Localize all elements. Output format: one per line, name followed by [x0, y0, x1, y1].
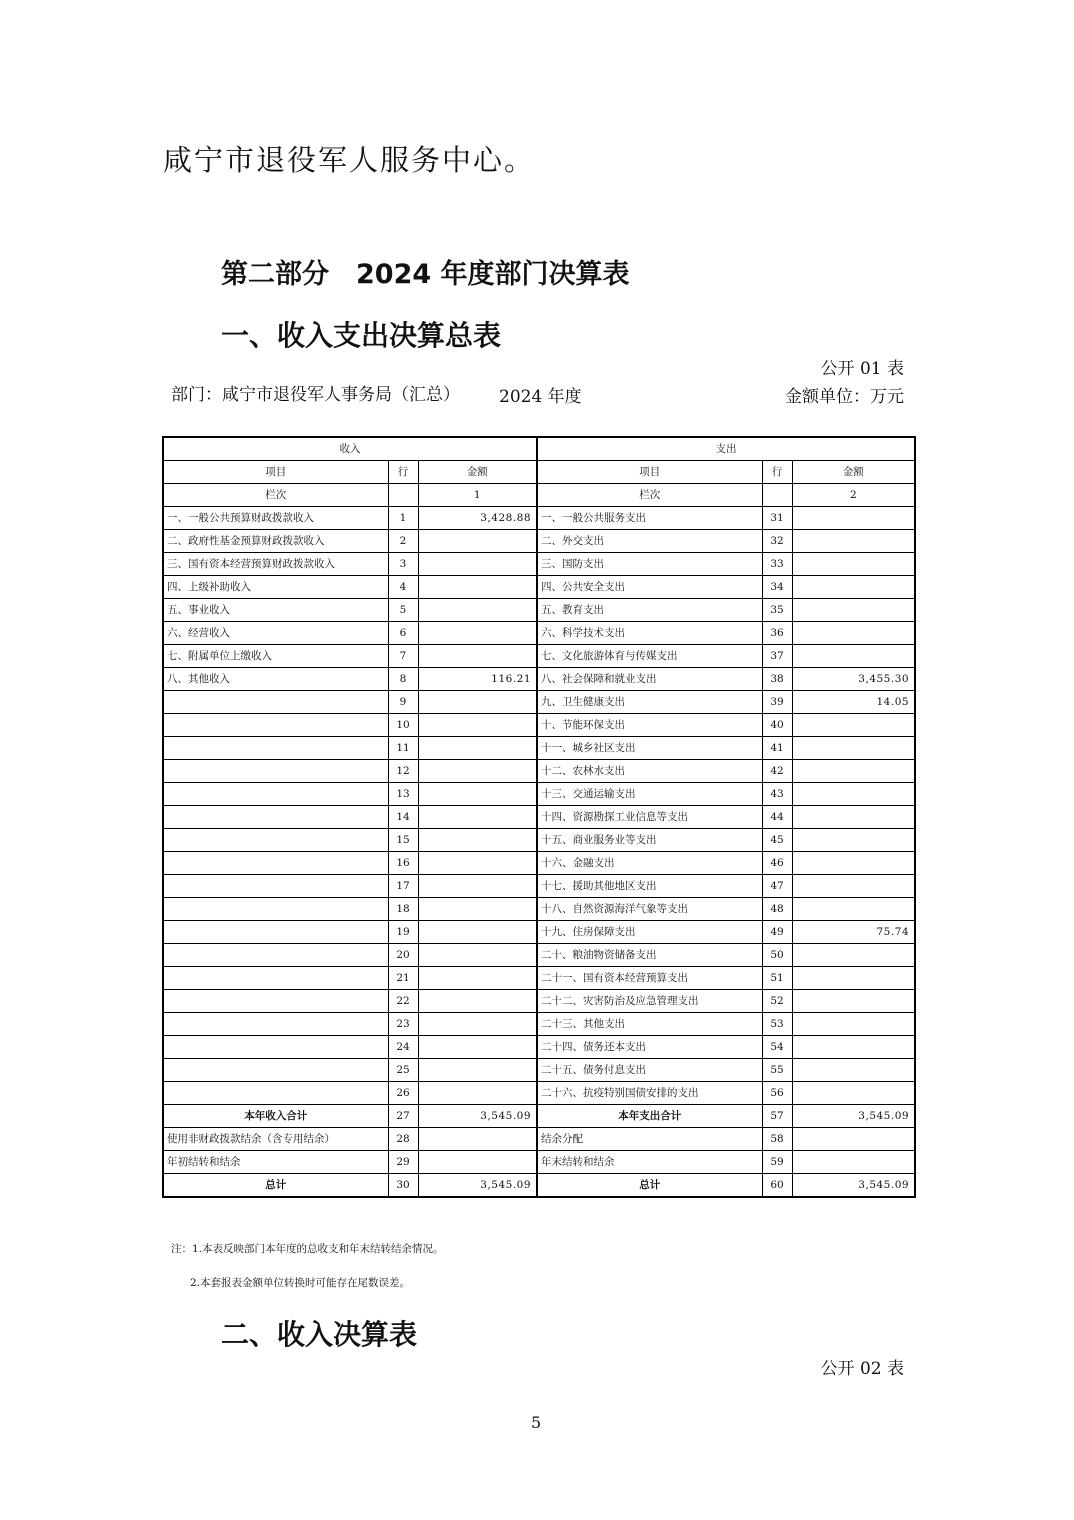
- income-item: [163, 1082, 388, 1105]
- expense-item: 二十四、债务还本支出: [537, 1036, 762, 1059]
- income-item: 一、一般公共预算财政拨款收入: [163, 507, 388, 530]
- income-row-number: 4: [388, 576, 418, 599]
- expense-amount: [792, 1059, 915, 1082]
- income-row-number: 30: [388, 1174, 418, 1198]
- income-row-number: 16: [388, 852, 418, 875]
- expense-amount: [792, 1151, 915, 1174]
- expense-amount: [792, 852, 915, 875]
- table-row: [163, 967, 915, 990]
- income-item: [163, 806, 388, 829]
- table-row: [163, 1105, 915, 1128]
- table-row: [163, 760, 915, 783]
- income-amount: [418, 990, 537, 1013]
- income-row-number: 19: [388, 921, 418, 944]
- expense-row-number: 37: [762, 645, 792, 668]
- part-title: 第二部分 2024 年度部门决算表: [221, 259, 630, 290]
- expense-amount: [792, 1128, 915, 1151]
- income-amount: [418, 553, 537, 576]
- income-amount: [418, 1013, 537, 1036]
- table-row: [163, 990, 915, 1013]
- page-number: 5: [531, 1413, 542, 1432]
- income-item: [163, 898, 388, 921]
- table-row: [163, 1036, 915, 1059]
- income-amount: [418, 760, 537, 783]
- table-row: [163, 507, 915, 530]
- table-header-row-3: [163, 484, 915, 507]
- income-item: [163, 1059, 388, 1082]
- section2-table-tag: 公开 02 表: [820, 1359, 904, 1379]
- income-amount: [418, 530, 537, 553]
- expense-row-number: 34: [762, 576, 792, 599]
- expense-item: 十二、农林水支出: [537, 760, 762, 783]
- income-item: 本年收入合计: [163, 1105, 388, 1128]
- income-row-number: 2: [388, 530, 418, 553]
- expense-row-number: 38: [762, 668, 792, 691]
- expense-item: 五、教育支出: [537, 599, 762, 622]
- expense-row-number: 56: [762, 1082, 792, 1105]
- income-amount: [418, 737, 537, 760]
- income-row-number: 11: [388, 737, 418, 760]
- expense-item: 十九、住房保障支出: [537, 921, 762, 944]
- expense-amount: [792, 760, 915, 783]
- table-row: [163, 944, 915, 967]
- year-label: 2024 年度: [499, 387, 582, 407]
- expense-column-label: 栏次: [537, 484, 762, 507]
- income-item: [163, 852, 388, 875]
- expense-amount: [792, 553, 915, 576]
- expense-row-number: 42: [762, 760, 792, 783]
- income-row-number: 18: [388, 898, 418, 921]
- expense-amount: [792, 645, 915, 668]
- intro-line: 咸宁市退役军人服务中心。: [163, 143, 536, 177]
- expense-item: 二十、粮油物资储备支出: [537, 944, 762, 967]
- expense-amount: [792, 898, 915, 921]
- expense-item: 六、科学技术支出: [537, 622, 762, 645]
- expense-row-number: 40: [762, 714, 792, 737]
- income-item: 总计: [163, 1174, 388, 1198]
- expense-column-number: 2: [792, 484, 915, 507]
- income-row-number: 27: [388, 1105, 418, 1128]
- income-item: [163, 944, 388, 967]
- expense-row-number: 55: [762, 1059, 792, 1082]
- income-item: 四、上级补助收入: [163, 576, 388, 599]
- expense-item: 十五、商业服务业等支出: [537, 829, 762, 852]
- expense-amount: 14.05: [792, 691, 915, 714]
- section1-title: 一、收入支出决算总表: [221, 319, 502, 352]
- expense-item: 二、外交支出: [537, 530, 762, 553]
- expense-amount: [792, 507, 915, 530]
- income-row-number: 25: [388, 1059, 418, 1082]
- income-row-number: 26: [388, 1082, 418, 1105]
- income-item-col-header: 项目: [163, 461, 388, 484]
- income-amount: [418, 1151, 537, 1174]
- income-row-number: 12: [388, 760, 418, 783]
- income-item: 三、国有资本经营预算财政拨款收入: [163, 553, 388, 576]
- income-row-number: 10: [388, 714, 418, 737]
- table-row: [163, 1059, 915, 1082]
- expense-item: 十八、自然资源海洋气象等支出: [537, 898, 762, 921]
- income-row-number: 17: [388, 875, 418, 898]
- expense-item: 七、文化旅游体育与传媒支出: [537, 645, 762, 668]
- table-row: [163, 875, 915, 898]
- income-amount: [418, 645, 537, 668]
- expense-amount: [792, 967, 915, 990]
- income-row-number: 3: [388, 553, 418, 576]
- income-row-number: 24: [388, 1036, 418, 1059]
- income-item: 八、其他收入: [163, 668, 388, 691]
- income-item: [163, 691, 388, 714]
- expense-row-number: 33: [762, 553, 792, 576]
- income-amount: [418, 898, 537, 921]
- income-row-number: 7: [388, 645, 418, 668]
- income-item: [163, 783, 388, 806]
- expense-item: 本年支出合计: [537, 1105, 762, 1128]
- income-row-number: 29: [388, 1151, 418, 1174]
- expense-item-col-header: 项目: [537, 461, 762, 484]
- expense-row-col-header: 行: [762, 461, 792, 484]
- expense-row-number: 35: [762, 599, 792, 622]
- expense-row-number: 44: [762, 806, 792, 829]
- income-item: 五、事业收入: [163, 599, 388, 622]
- income-item: [163, 967, 388, 990]
- income-row-number: 23: [388, 1013, 418, 1036]
- expense-item: 十四、资源勘探工业信息等支出: [537, 806, 762, 829]
- expense-item: 二十二、灾害防治及应急管理支出: [537, 990, 762, 1013]
- expense-item: 结余分配: [537, 1128, 762, 1151]
- expense-row-number: 57: [762, 1105, 792, 1128]
- income-column-number: 1: [418, 484, 537, 507]
- expense-item: 二十一、国有资本经营预算支出: [537, 967, 762, 990]
- income-expense-table: [162, 436, 916, 1198]
- expense-amount: 3,455.30: [792, 668, 915, 691]
- expense-item: 一、一般公共服务支出: [537, 507, 762, 530]
- expense-row-number: 48: [762, 898, 792, 921]
- income-item: 使用非财政拨款结余（含专用结余）: [163, 1128, 388, 1151]
- income-row-number: 15: [388, 829, 418, 852]
- income-row-col-header: 行: [388, 461, 418, 484]
- income-item: [163, 760, 388, 783]
- table-row: [163, 576, 915, 599]
- income-amount: [418, 1082, 537, 1105]
- table-row: [163, 691, 915, 714]
- income-amount: [418, 1036, 537, 1059]
- table-header-row-1: [163, 437, 915, 461]
- table-note-1: 注：1.本表反映部门本年度的总收支和年末结转结余情况。: [171, 1243, 444, 1255]
- income-amount: 3,545.09: [418, 1174, 537, 1198]
- expense-row-number: 51: [762, 967, 792, 990]
- income-amount: [418, 599, 537, 622]
- expense-row-number: 39: [762, 691, 792, 714]
- income-amount: [418, 944, 537, 967]
- expense-amount: [792, 714, 915, 737]
- income-item: 年初结转和结余: [163, 1151, 388, 1174]
- table-row: [163, 1151, 915, 1174]
- income-amount: 3,545.09: [418, 1105, 537, 1128]
- expense-amount: [792, 622, 915, 645]
- expense-amount: [792, 530, 915, 553]
- income-amount: [418, 622, 537, 645]
- table-row: [163, 668, 915, 691]
- income-amount: [418, 714, 537, 737]
- table-row: [163, 1128, 915, 1151]
- expense-item: 二十六、抗疫特别国债安排的支出: [537, 1082, 762, 1105]
- income-amount: [418, 875, 537, 898]
- expense-row-number: 32: [762, 530, 792, 553]
- expense-item: 八、社会保障和就业支出: [537, 668, 762, 691]
- expense-amount: [792, 783, 915, 806]
- expense-amount: [792, 806, 915, 829]
- expense-column-label-row: [762, 484, 792, 507]
- income-row-number: 5: [388, 599, 418, 622]
- expense-row-number: 36: [762, 622, 792, 645]
- expense-item: 总计: [537, 1174, 762, 1198]
- expense-item: 九、卫生健康支出: [537, 691, 762, 714]
- table-row: [163, 599, 915, 622]
- income-amount: [418, 576, 537, 599]
- expense-row-number: 45: [762, 829, 792, 852]
- table-row: [163, 1082, 915, 1105]
- income-amount: [418, 783, 537, 806]
- expense-amount: [792, 829, 915, 852]
- expense-item: 十七、援助其他地区支出: [537, 875, 762, 898]
- table-row: [163, 829, 915, 852]
- income-row-number: 22: [388, 990, 418, 1013]
- income-item: 二、政府性基金预算财政拨款收入: [163, 530, 388, 553]
- income-row-number: 9: [388, 691, 418, 714]
- income-amount: 3,428.88: [418, 507, 537, 530]
- expense-amount: [792, 599, 915, 622]
- income-item: [163, 921, 388, 944]
- expense-amount: [792, 1013, 915, 1036]
- table-row: [163, 1013, 915, 1036]
- expense-item: 三、国防支出: [537, 553, 762, 576]
- income-item: [163, 990, 388, 1013]
- income-amount: [418, 691, 537, 714]
- department-label: 部门：咸宁市退役军人事务局（汇总）: [171, 385, 460, 405]
- expense-row-number: 47: [762, 875, 792, 898]
- expense-row-number: 59: [762, 1151, 792, 1174]
- income-amount: [418, 967, 537, 990]
- expense-row-number: 54: [762, 1036, 792, 1059]
- expense-item: 十、节能环保支出: [537, 714, 762, 737]
- expense-amount: [792, 1036, 915, 1059]
- expense-amount: [792, 990, 915, 1013]
- expense-amount: 75.74: [792, 921, 915, 944]
- table-row: [163, 783, 915, 806]
- expense-row-number: 52: [762, 990, 792, 1013]
- income-amount: [418, 1059, 537, 1082]
- income-amount: [418, 921, 537, 944]
- income-amount: [418, 806, 537, 829]
- expense-row-number: 53: [762, 1013, 792, 1036]
- expense-row-number: 31: [762, 507, 792, 530]
- income-row-number: 6: [388, 622, 418, 645]
- expense-row-number: 46: [762, 852, 792, 875]
- income-row-number: 14: [388, 806, 418, 829]
- expense-item: 年末结转和结余: [537, 1151, 762, 1174]
- expense-amount: [792, 1082, 915, 1105]
- expense-item: 十六、金融支出: [537, 852, 762, 875]
- table-row: [163, 622, 915, 645]
- expense-row-number: 41: [762, 737, 792, 760]
- income-row-number: 8: [388, 668, 418, 691]
- income-row-number: 13: [388, 783, 418, 806]
- expense-item: 四、公共安全支出: [537, 576, 762, 599]
- income-header: 收入: [163, 437, 537, 461]
- expense-row-number: 60: [762, 1174, 792, 1198]
- table-note-2: 2.本套报表金额单位转换时可能存在尾数误差。: [190, 1277, 411, 1289]
- expense-row-number: 58: [762, 1128, 792, 1151]
- table-header-row-2: [163, 461, 915, 484]
- section2-title: 二、收入决算表: [221, 1318, 418, 1351]
- income-item: [163, 1013, 388, 1036]
- expense-amount: 3,545.09: [792, 1174, 915, 1198]
- table-row: [163, 553, 915, 576]
- expense-row-number: 43: [762, 783, 792, 806]
- income-item: 六、经营收入: [163, 622, 388, 645]
- income-column-label: 栏次: [163, 484, 388, 507]
- income-amount: [418, 852, 537, 875]
- income-item: [163, 1036, 388, 1059]
- income-item: [163, 875, 388, 898]
- expense-header: 支出: [537, 437, 915, 461]
- income-row-number: 1: [388, 507, 418, 530]
- table-row: [163, 645, 915, 668]
- income-amount-col-header: 金额: [418, 461, 537, 484]
- income-amount: [418, 1128, 537, 1151]
- expense-item: 十一、城乡社区支出: [537, 737, 762, 760]
- expense-item: 十三、交通运输支出: [537, 783, 762, 806]
- table-row: [163, 921, 915, 944]
- table-row: [163, 737, 915, 760]
- section1-table-tag: 公开 01 表: [820, 359, 904, 379]
- income-item: [163, 829, 388, 852]
- income-amount: [418, 829, 537, 852]
- income-item: [163, 714, 388, 737]
- expense-item: 二十五、债务付息支出: [537, 1059, 762, 1082]
- income-row-number: 21: [388, 967, 418, 990]
- expense-row-number: 50: [762, 944, 792, 967]
- table-row: [163, 714, 915, 737]
- expense-amount-col-header: 金额: [792, 461, 915, 484]
- expense-amount: [792, 576, 915, 599]
- table-row: [163, 1174, 915, 1198]
- expense-amount: 3,545.09: [792, 1105, 915, 1128]
- income-amount: 116.21: [418, 668, 537, 691]
- expense-amount: [792, 737, 915, 760]
- expense-item: 二十三、其他支出: [537, 1013, 762, 1036]
- table-row: [163, 852, 915, 875]
- expense-amount: [792, 875, 915, 898]
- unit-label: 金额单位：万元: [785, 387, 904, 407]
- income-row-number: 28: [388, 1128, 418, 1151]
- table-row: [163, 530, 915, 553]
- expense-amount: [792, 944, 915, 967]
- table-row: [163, 806, 915, 829]
- table-row: [163, 898, 915, 921]
- income-column-label-row: [388, 484, 418, 507]
- income-item: 七、附属单位上缴收入: [163, 645, 388, 668]
- income-row-number: 20: [388, 944, 418, 967]
- expense-row-number: 49: [762, 921, 792, 944]
- income-item: [163, 737, 388, 760]
